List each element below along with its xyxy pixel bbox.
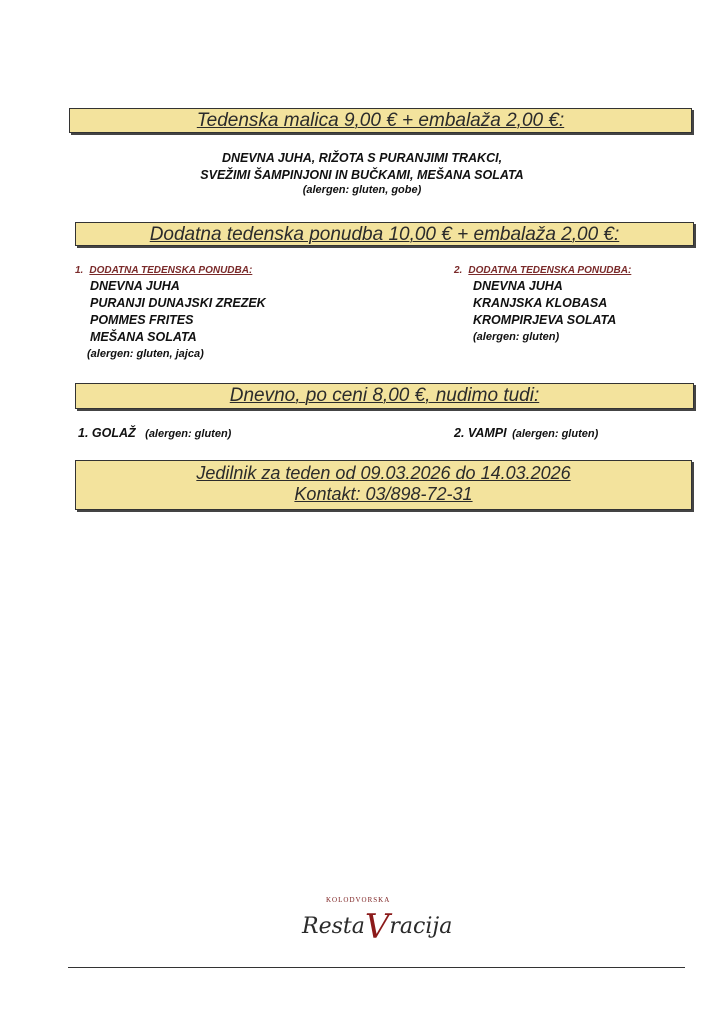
restaurant-logo [296,888,453,947]
offer-2-header: DODATNA TEDENSKA PONUDBA: [468,265,632,276]
footer-divider [68,967,685,968]
daily-option-2-number: 2. [454,426,465,440]
logo-word-left: Resta [302,914,365,939]
additional-offer-banner [75,222,694,246]
weekly-dish-line-2: SVEŽIMI ŠAMPINJONI IN BUČKAMI, MEŠANA SOLATA [200,168,524,182]
daily-option-1-allergen: (alergen: gluten) [145,428,232,440]
additional-offer-1 [75,264,266,363]
offer-1-item: MEŠANA SOLATA [90,330,197,344]
weekly-allergen: (alergen: gluten, gobe) [302,184,422,196]
offer-2-item: KRANJSKA KLOBASA [473,296,608,310]
contact-phone: Kontakt: 03/898-72-31 [294,484,473,504]
daily-offer-banner [75,383,694,409]
additional-offer-2 [454,264,631,346]
logo-word-right: racija [389,914,453,939]
daily-option-2-name: VAMPI [467,426,507,440]
offer-2-item: DNEVNA JUHA [473,279,563,293]
offer-1-item: POMMES FRITES [90,313,194,327]
daily-option-2-allergen: (alergen: gluten) [512,428,599,440]
daily-option-1 [78,426,231,440]
offer-1-number: 1. [75,265,84,276]
logo-top-text: KOLODVORSKA [326,896,391,904]
menu-period-box [75,460,692,510]
offer-2-allergen: (alergen: gluten) [473,331,560,343]
daily-option-2 [454,426,598,440]
daily-offer-title: Dnevno, po ceni 8,00 €, nudimo tudi: [229,385,540,406]
weekly-dish-line-1: DNEVNA JUHA, RIŽOTA S PURANJIMI TRAKCI, [221,151,503,165]
offer-1-item: DNEVNA JUHA [90,279,180,293]
logo-v-mark: V [364,907,390,947]
offer-1-item: PURANJI DUNAJSKI ZREZEK [90,296,266,310]
weekly-meal-banner [69,108,692,133]
weekly-meal-title: Tedenska malica 9,00 € + embalaža 2,00 €: [196,110,565,131]
additional-offer-title: Dodatna tedenska ponudba 10,00 € + embalaža 2,00 €: [149,224,620,245]
daily-option-1-number: 1. [78,426,89,440]
offer-2-number: 2. [454,265,463,276]
weekly-meal-description [0,150,724,196]
menu-period: Jedilnik za teden od 09.03.2026 do 14.03.2026 [196,463,571,483]
offer-1-header: DODATNA TEDENSKA PONUDBA: [89,265,253,276]
offer-2-item: KROMPIRJEVA SOLATA [473,313,617,327]
offer-1-allergen: (alergen: gluten, jajca) [87,348,204,360]
daily-option-1-name: GOLAŽ [91,426,136,440]
